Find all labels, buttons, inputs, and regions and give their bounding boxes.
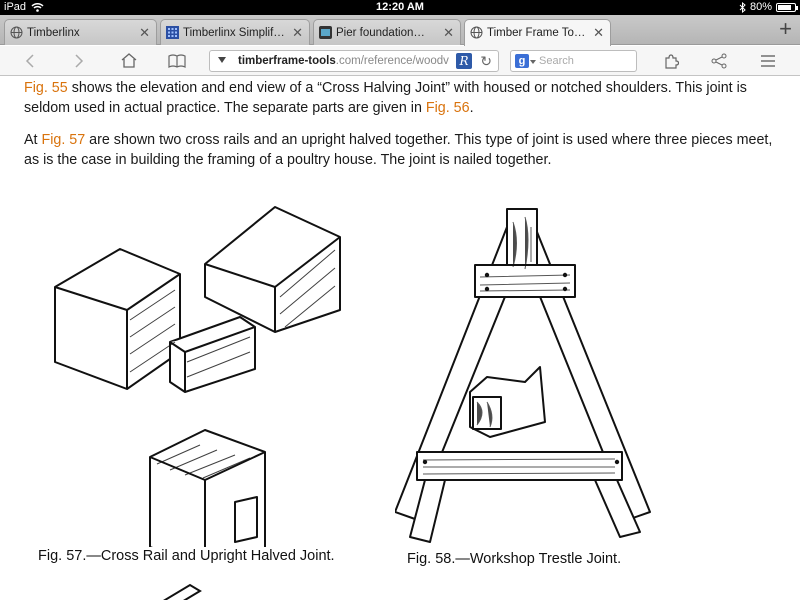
url-dropdown-icon[interactable]: [218, 57, 226, 63]
close-icon[interactable]: ✕: [593, 25, 604, 40]
status-bar: [0, 0, 800, 15]
battery-icon: [776, 3, 796, 12]
clock: 12:20 AM: [376, 1, 424, 13]
grid-favicon-icon: [166, 26, 179, 39]
close-icon[interactable]: ✕: [292, 25, 303, 40]
tab-label: Timberlinx: [27, 26, 80, 39]
paragraph-text: are shown two cross rails and an upright halved together. This type of joint is used where three pieces meet, as is the case in building the framing of a poultry house. The joint is nailed together.: [24, 132, 773, 168]
battery-percent: 80%: [749, 1, 772, 13]
page-content: [0, 77, 800, 600]
tab-timberlinx[interactable]: [4, 19, 157, 45]
battery-fill: [778, 5, 791, 10]
device-label: iPad: [4, 1, 27, 13]
tab-pier-foundation[interactable]: [313, 19, 461, 45]
google-icon[interactable]: g: [515, 54, 529, 68]
reader-icon[interactable]: R: [456, 53, 472, 69]
link-fig-55[interactable]: Fig. 55: [24, 80, 68, 96]
search-input[interactable]: [510, 50, 637, 72]
toolbar: [0, 46, 800, 76]
globe-icon: [10, 26, 23, 39]
tab-timberlinx-simplified[interactable]: [160, 19, 310, 45]
back-icon[interactable]: [24, 54, 36, 68]
fig58-illustration: [395, 197, 660, 552]
tab-timber-frame-tools[interactable]: [464, 19, 611, 46]
url-domain: timberframe-tools: [238, 55, 336, 67]
close-icon[interactable]: ✕: [139, 25, 150, 40]
caption-fig58: Fig. 58.—Workshop Trestle Joint.: [407, 551, 622, 567]
link-fig-57[interactable]: Fig. 57: [41, 132, 86, 148]
bookmarks-icon[interactable]: [168, 54, 186, 68]
fig57-illustration: [45, 202, 355, 547]
site-favicon-icon: [319, 26, 332, 39]
extensions-icon[interactable]: [663, 53, 679, 69]
caption-fig57: Fig. 57.—Cross Rail and Upright Halved Joint.: [38, 548, 335, 564]
bluetooth-icon: [739, 2, 746, 13]
tab-strip: [0, 15, 800, 45]
reload-icon[interactable]: ↻: [480, 53, 492, 69]
search-placeholder: Search: [539, 55, 574, 67]
close-icon[interactable]: ✕: [443, 25, 454, 40]
paragraph-fig55: [24, 79, 784, 118]
next-figure-partial: [30, 573, 380, 600]
globe-icon: [470, 26, 483, 39]
paragraph-text: At: [24, 132, 42, 148]
tab-label: Timberlinx Simplif…: [183, 26, 285, 39]
paragraph-text: .: [469, 99, 474, 116]
chevron-down-icon[interactable]: [530, 60, 536, 64]
new-tab-button[interactable]: +: [779, 16, 792, 41]
paragraph-text: shows the elevation and end view of a “Cross Halving Joint” with housed or notched shoulders. This joint is seldom used in actual practice. The separate parts are given in: [24, 80, 747, 116]
paragraph-fig57: [24, 131, 784, 170]
tab-label: Timber Frame To…: [487, 27, 586, 39]
forward-icon[interactable]: [73, 54, 85, 68]
menu-icon[interactable]: [760, 54, 776, 68]
url-bar[interactable]: [209, 50, 499, 72]
home-icon[interactable]: [120, 52, 138, 69]
tab-label: Pier foundation…: [336, 26, 425, 39]
link-fig-56[interactable]: Fig. 56: [425, 99, 470, 116]
url-path: .com/reference/woodv: [335, 55, 449, 67]
share-icon[interactable]: [711, 53, 727, 69]
